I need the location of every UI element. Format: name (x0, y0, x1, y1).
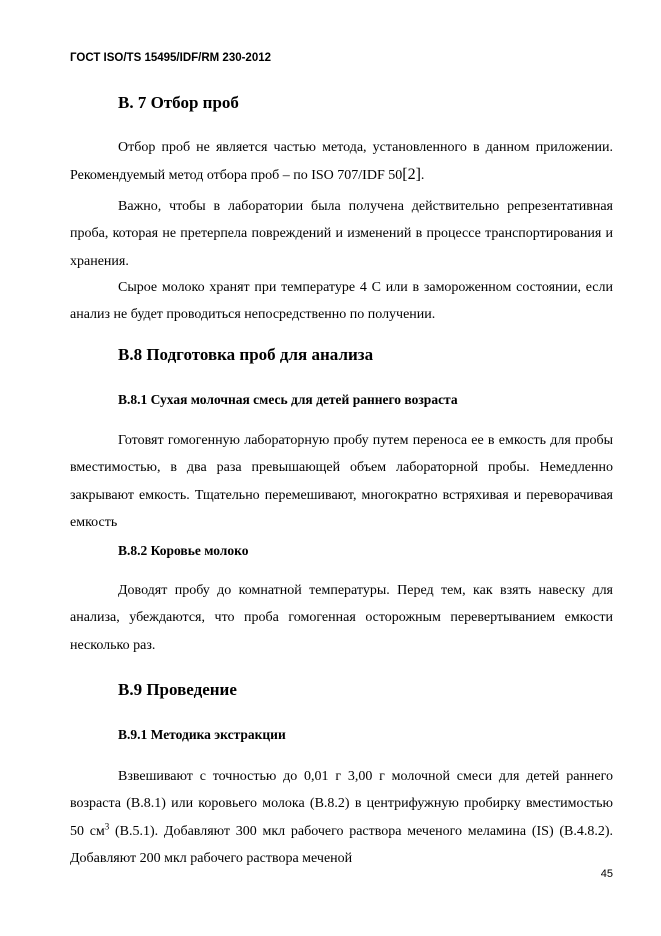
section-b9-1-paragraph (70, 763, 613, 872)
section-b7-paragraph-3: Сырое молоко хранят при температуре 4 С или в замороженном состоянии, если анализ не будет проводиться непосредственно по получении. (70, 280, 613, 323)
section-b7-title: В. 7 Отбор проб (118, 93, 239, 112)
section-b7-paragraph-2: Важно, чтобы в лаборатории была получена действительно репрезентативная проба, которая не претерпела повреждений и изменений в процессе транспортирования и хранения. (70, 199, 613, 269)
section-b8-2-title: В.8.2 Коровье молоко (118, 543, 249, 558)
section-b9-title: В.9 Проведение (118, 680, 237, 699)
paragraph-text-b: (В.5.1). Добавляют 300 мкл рабочего раствора меченого меламина (IS) (В.4.8.2). Добавляют 200 мкл рабочего раствора меченой (70, 823, 613, 866)
page-number: 45 (600, 868, 613, 880)
document-header: ГОСТ ISO/TS 15495/IDF/RM 230-2012 (70, 52, 272, 64)
superscript: 3 (104, 820, 110, 831)
section-b8-1-title: В.8.1 Сухая молочная смесь для детей раннего возраста (118, 392, 458, 407)
section-b8-1-paragraph: Готовят гомогенную лабораторную пробу путем переноса ее в емкость для пробы вместимостью, в два раза превышающей объем лабораторной пробы. Немедленно закрывают емкость. Тщательно перемешивают, многократно встряхивая и переворачивая емкость (70, 433, 613, 530)
section-b8-title: В.8 Подготовка проб для анализа (118, 345, 374, 364)
section-b7-paragraph-1 (70, 134, 613, 190)
paragraph-text-a: Взвешивают с точностью до 0,01 г 3,00 г молочной смеси для детей раннего возраста (В.8.1) или коровьего молока (В.8.2) в центрифужную пробирку вместимостью 50 см (70, 769, 613, 839)
section-b8-2-paragraph: Доводят пробу до комнатной температуры. Перед тем, как взять навеску для анализа, убеждаются, что проба гомогенная осторожным перевертыванием емкости несколько раз. (70, 583, 613, 653)
paragraph-text: Отбор проб не является частью метода, установленного в данном приложении. Рекомендуемый метод отбора проб – по ISO 707/IDF 50 (70, 140, 613, 184)
paragraph-end: . (420, 168, 425, 184)
section-b9-1-title: В.9.1 Методика экстракции (118, 727, 286, 742)
reference-link: [2] (402, 166, 421, 184)
